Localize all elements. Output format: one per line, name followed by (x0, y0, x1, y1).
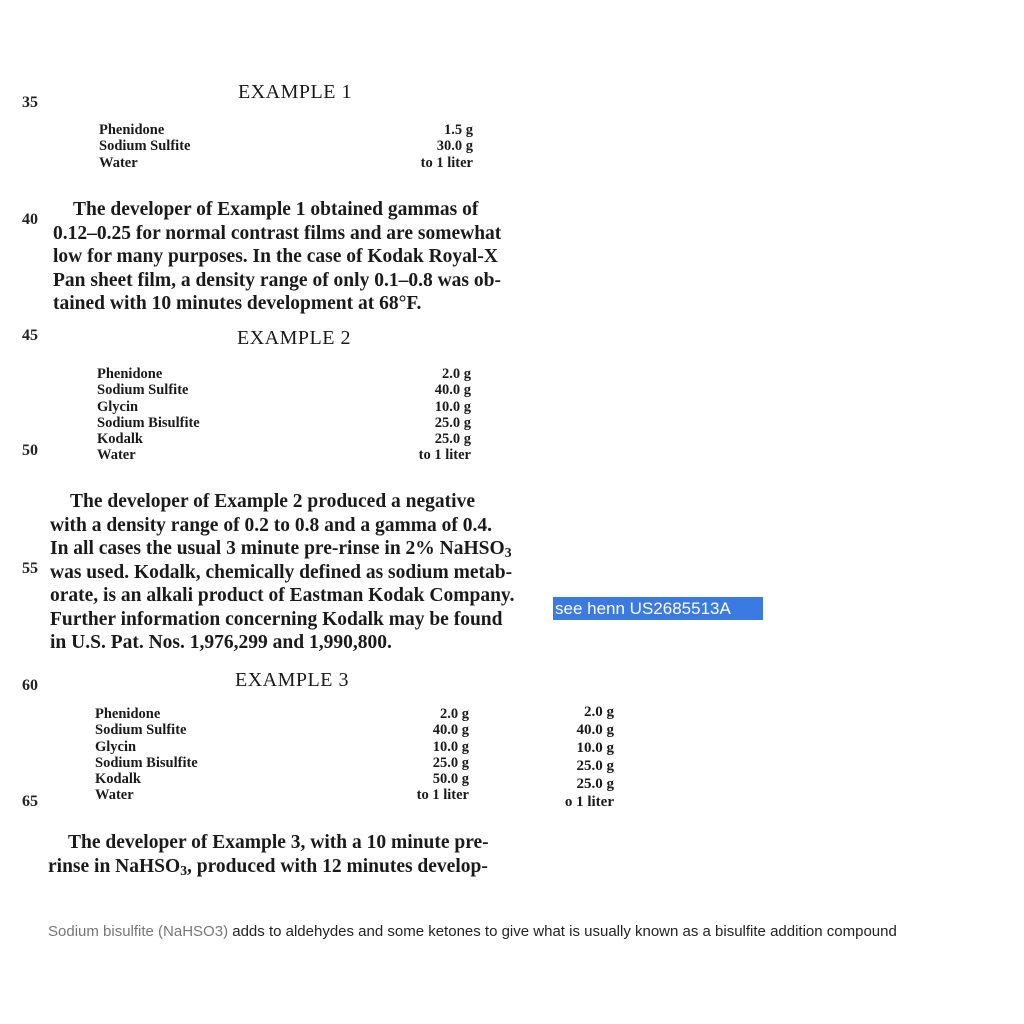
recipe-row: Water to 1 liter (95, 787, 469, 804)
overlay-quantity: o 1 liter (564, 794, 614, 810)
line-number: 35 (22, 94, 38, 111)
paragraph-example-2: The developer of Example 2 produced a negative with a density range of 0.2 to 0.8 and a gamma of 0.4. In all cases the usual 3 minute pre-rinse in 2% NaHSO$_3$ was used. Kodalk, chemically defined as sodium metab- orate, is an alkali product of Eastman Kodak Company. Further information concerning Kodalk may be found in U.S. Pat. Nos. 1,976,299 and 1,990,800. (50, 491, 515, 653)
recipe-row: Glycin 10.0 g (97, 398, 471, 415)
example-1-recipe (99, 122, 473, 171)
bottom-note (48, 923, 897, 940)
recipe-row: Sodium Sulfite 40.0 g (95, 722, 469, 739)
bottom-note-text: adds to aldehydes and some ketones to give what is usually known as a bisulfite addition compound (228, 923, 897, 940)
bottom-note-term[interactable]: Sodium bisulfite (NaHSO3) (48, 923, 229, 940)
recipe-row: Sodium Sulfite 30.0 g (99, 138, 473, 155)
line-number: 60 (22, 677, 38, 694)
line-number: 50 (22, 442, 38, 459)
recipe-row: Water to 1 liter (99, 154, 473, 171)
highlighted-annotation[interactable]: see henn US2685513A (553, 597, 763, 620)
recipe-row: Sodium Sulfite 40.0 g (97, 382, 471, 399)
overlay-quantity: 25.0 g (576, 758, 614, 774)
overlay-quantity: 25.0 g (576, 776, 614, 792)
recipe-row: Sodium Bisulfite 25.0 g (97, 414, 471, 431)
recipe-row: Kodalk 50.0 g (95, 771, 469, 788)
paragraph-example-1: The developer of Example 1 obtained gammas of 0.12–0.25 for normal contrast films and are somewhat low for many purposes. In the case of Kodak Royal-X Pan sheet film, a density range of only 0.1–0.8 was ob- tained with 10 minutes development at 68°F. (53, 199, 502, 314)
overlay-quantity: 40.0 g (576, 722, 614, 738)
recipe-row: Phenidone 2.0 g (95, 706, 469, 722)
example-2-heading: EXAMPLE 2 (237, 327, 351, 349)
line-number: 55 (22, 560, 38, 577)
example-3-heading: EXAMPLE 3 (235, 669, 349, 691)
example-1-heading: EXAMPLE 1 (238, 81, 352, 103)
overlay-quantity: 10.0 g (576, 740, 614, 756)
paragraph-example-3: The developer of Example 3, with a 10 minute pre- rinse in NaHSO$_3$, produced with 12 minutes develop- (48, 832, 489, 878)
recipe-row: Sodium Bisulfite 25.0 g (95, 754, 469, 771)
recipe-row: Water to 1 liter (97, 447, 471, 464)
recipe-row: Glycin 10.0 g (95, 738, 469, 755)
example-2-recipe (97, 366, 471, 464)
line-number: 40 (22, 211, 38, 228)
overlay-quantity-column (548, 703, 614, 811)
recipe-row: Kodalk 25.0 g (97, 431, 471, 448)
recipe-row: Phenidone 2.0 g (97, 366, 471, 382)
line-number: 45 (22, 327, 38, 344)
overlay-quantity: 2.0 g (584, 704, 614, 720)
example-3-recipe (95, 706, 469, 804)
line-number: 65 (22, 793, 38, 810)
recipe-row: Phenidone 1.5 g (99, 122, 473, 138)
